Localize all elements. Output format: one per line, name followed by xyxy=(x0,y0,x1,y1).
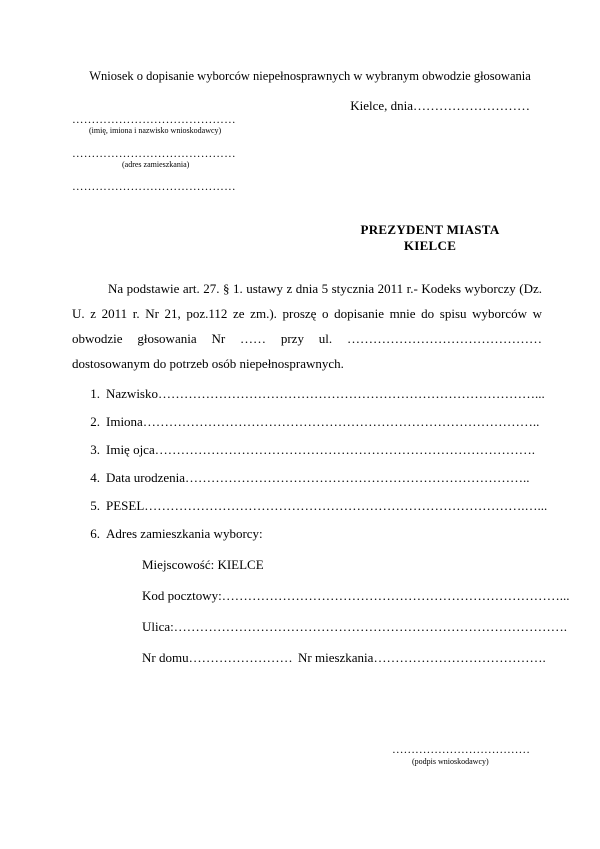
field-voter-address-heading xyxy=(72,526,263,542)
field-father-name-label: Imię ojca……………………………………………………………………………. xyxy=(106,442,535,457)
address-house-number-field[interactable]: Nr domu…………………… xyxy=(142,650,293,665)
city-date-line: Kielce, dnia……………………… xyxy=(350,98,530,113)
field-voter-address-label: Adres zamieszkania wyborcy: xyxy=(106,526,263,541)
field-father-name[interactable] xyxy=(72,442,535,458)
address-street-field[interactable]: Ulica:………………………………………………………………………………. xyxy=(142,619,568,634)
applicant-name-caption: (imię, imiona i nazwisko wnioskodawcy) xyxy=(89,126,222,135)
field-surname[interactable] xyxy=(72,386,545,402)
request-paragraph-text: Na podstawie art. 27. § 1. ustawy z dnia 5 stycznia 2011 r.- Kodeks wyborczy (Dz. U. z 2011 r. Nr 21, poz.112 ze zm.). proszę o dopisanie mnie do spisu wyborców w obwodzie głosowania Nr …… przy ul. ……………………………………… dostosowanym do potrzeb osób niepełnosprawnych. xyxy=(72,281,542,371)
applicant-name-field[interactable]: …………………………………… xyxy=(72,114,236,126)
field-first-names[interactable] xyxy=(72,414,539,430)
applicant-extra-field[interactable]: …………………………………… xyxy=(72,181,236,193)
field-pesel[interactable] xyxy=(72,498,547,514)
field-number: 5. xyxy=(90,498,100,513)
field-surname-label: Nazwisko……………………………………………………………………………... xyxy=(106,386,545,401)
document-title: Wniosek o dopisanie wyborców niepełnosprawnych w wybranym obwodzie głosowania xyxy=(89,69,531,83)
applicant-address-field[interactable]: …………………………………… xyxy=(72,148,236,160)
field-number: 4. xyxy=(90,470,100,485)
field-number: 1. xyxy=(90,386,100,401)
field-birth-date[interactable] xyxy=(72,470,530,486)
field-number: 2. xyxy=(90,414,100,429)
addressee-line-2: KIELCE xyxy=(403,238,457,253)
field-birth-date-label: Data urodzenia…………………………………………………………………….. xyxy=(106,470,530,485)
signature-caption: (podpis wnioskodawcy) xyxy=(412,757,489,766)
applicant-address-caption: (adres zamieszkania) xyxy=(122,160,190,169)
addressee-line-1: PREZYDENT MIASTA xyxy=(360,222,500,237)
field-pesel-label: PESEL…………………………………………………………………………….…... xyxy=(106,498,548,513)
address-city: Miejscowość: KIELCE xyxy=(142,557,264,572)
address-postal-code-field[interactable]: Kod pocztowy:……………………………………………………………………... xyxy=(142,588,570,603)
address-apartment-number-field[interactable]: Nr mieszkania…………………………………. xyxy=(298,650,546,665)
field-first-names-label: Imiona……………………………………………………………………………….. xyxy=(106,414,540,429)
field-number: 3. xyxy=(90,442,100,457)
addressee-block xyxy=(340,222,520,254)
field-number: 6. xyxy=(90,526,100,541)
signature-field[interactable]: ……………………………… xyxy=(392,744,530,756)
request-paragraph xyxy=(72,276,542,376)
